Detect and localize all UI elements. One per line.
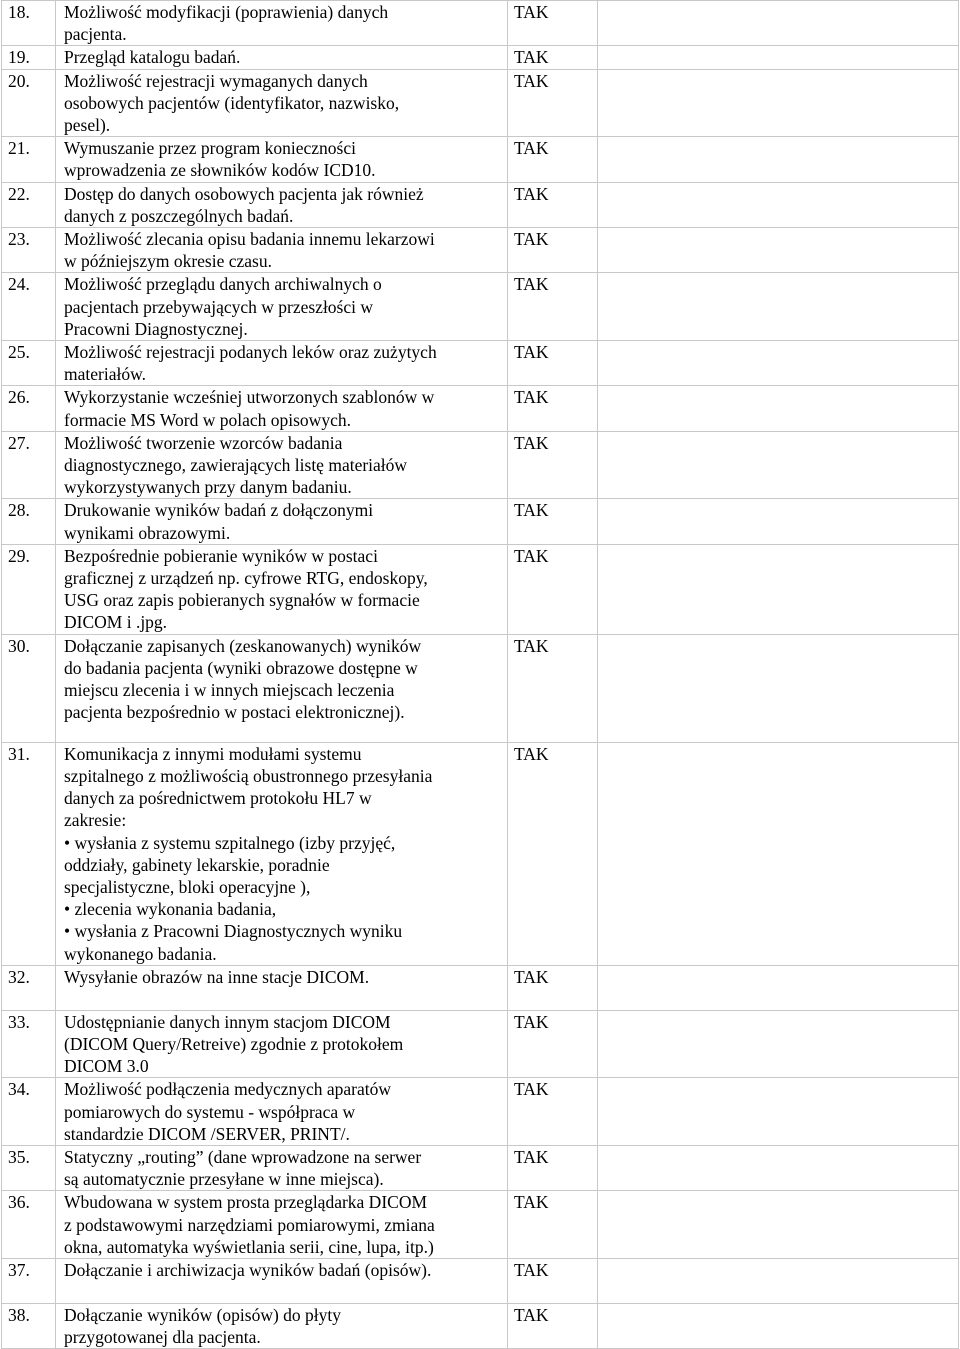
row-empty-cell (598, 273, 959, 341)
table-row (2, 499, 959, 544)
row-number: 22. (2, 182, 56, 227)
row-value: TAK (508, 634, 598, 742)
row-value: TAK (508, 431, 598, 499)
row-number: 29. (2, 544, 56, 634)
table-row (2, 1, 959, 46)
row-empty-cell (598, 1010, 959, 1078)
row-value: TAK (508, 386, 598, 431)
description-line: pacjenta. (64, 24, 127, 45)
description-line: okna, automatyka wyświetlania serii, cine, lupa, itp.) (64, 1236, 434, 1257)
table-row (2, 46, 959, 69)
description-line: Możliwość tworzenie wzorców badania (64, 432, 343, 453)
row-value: TAK (508, 544, 598, 634)
description-line: graficznej z urządzeń np. cyfrowe RTG, endoskopy, (64, 568, 428, 589)
row-empty-cell (598, 386, 959, 431)
row-description (56, 228, 508, 273)
row-empty-cell (598, 1, 959, 46)
row-number: 37. (2, 1258, 56, 1303)
description-line: Możliwość podłączenia medycznych aparatów (64, 1079, 392, 1100)
row-value: TAK (508, 1258, 598, 1303)
table-row (2, 386, 959, 431)
row-description (56, 965, 508, 1010)
row-number: 33. (2, 1010, 56, 1078)
row-number: 38. (2, 1303, 56, 1348)
row-value: TAK (508, 228, 598, 273)
table-row (2, 1078, 959, 1146)
description-line: Wykorzystanie wcześniej utworzonych szablonów w (64, 387, 435, 408)
table-row (2, 1258, 959, 1303)
table-row (2, 431, 959, 499)
row-number: 21. (2, 137, 56, 182)
row-description (56, 46, 508, 69)
table-row (2, 742, 959, 965)
description-line: pacjentach przebywających w przeszłości w (64, 296, 374, 317)
row-value: TAK (508, 1303, 598, 1348)
row-number: 30. (2, 634, 56, 742)
description-line: z podstawowymi narzędziami pomiarowymi, zmiana (64, 1214, 435, 1235)
row-description (56, 137, 508, 182)
row-description (56, 634, 508, 742)
description-line: Komunikacja z innymi modułami systemu (64, 743, 362, 764)
row-description (56, 1191, 508, 1259)
row-empty-cell (598, 544, 959, 634)
table-row (2, 634, 959, 742)
description-line: wprowadzenia ze słowników kodów ICD10. (64, 160, 376, 181)
row-description (56, 273, 508, 341)
row-value: TAK (508, 742, 598, 965)
row-empty-cell (598, 1303, 959, 1348)
row-value: TAK (508, 965, 598, 1010)
table-row (2, 341, 959, 386)
description-line: Bezpośrednie pobieranie wyników w postaci (64, 545, 378, 566)
table-row (2, 1010, 959, 1078)
row-value: TAK (508, 499, 598, 544)
row-description (56, 386, 508, 431)
table-row (2, 544, 959, 634)
description-line: Wymuszanie przez program konieczności (64, 138, 356, 159)
description-line: Dołączanie wyników (opisów) do płyty (64, 1304, 342, 1325)
row-description (56, 1303, 508, 1348)
table-row (2, 1191, 959, 1259)
row-value: TAK (508, 273, 598, 341)
row-empty-cell (598, 634, 959, 742)
row-description (56, 1078, 508, 1146)
row-description (56, 341, 508, 386)
description-line: Drukowanie wyników badań z dołączonymi (64, 500, 374, 521)
description-line: • zlecenia wykonania badania, (64, 899, 277, 920)
row-value: TAK (508, 137, 598, 182)
description-line: standardzie DICOM /SERVER, PRINT/. (64, 1123, 350, 1144)
row-description (56, 1, 508, 46)
row-number: 18. (2, 1, 56, 46)
row-number: 26. (2, 386, 56, 431)
description-line: są automatycznie przesyłane w inne miejsca). (64, 1169, 384, 1190)
description-line: Dostęp do danych osobowych pacjenta jak również (64, 183, 424, 204)
row-description (56, 742, 508, 965)
description-line: specjalistyczne, bloki operacyjne ), (64, 876, 311, 897)
row-number: 27. (2, 431, 56, 499)
row-value: TAK (508, 46, 598, 69)
description-line: pacjenta bezpośrednio w postaci elektronicznej). (64, 702, 405, 723)
description-line: wykorzystywanych przy danym badaniu. (64, 477, 352, 498)
description-line: oddziały, gabinety lekarskie, poradnie (64, 854, 330, 875)
description-line: (DICOM Query/Retreive) zgodnie z protokołem (64, 1033, 404, 1054)
description-line: Możliwość rejestracji podanych leków oraz zużytych (64, 342, 437, 363)
row-description (56, 544, 508, 634)
row-value: TAK (508, 1, 598, 46)
row-empty-cell (598, 69, 959, 137)
row-value: TAK (508, 1191, 598, 1259)
description-line: przygotowanej dla pacjenta. (64, 1327, 261, 1348)
row-description (56, 182, 508, 227)
description-line: zakresie: (64, 810, 127, 831)
description-line: Wbudowana w system prosta przeglądarka DICOM (64, 1192, 428, 1213)
row-number: 20. (2, 69, 56, 137)
row-empty-cell (598, 1145, 959, 1190)
description-line: danych z poszczególnych badań. (64, 205, 294, 226)
row-empty-cell (598, 742, 959, 965)
row-empty-cell (598, 1191, 959, 1259)
description-line: Statyczny „routing” (dane wprowadzone na serwer (64, 1146, 422, 1167)
row-description (56, 69, 508, 137)
description-line: Możliwość przeglądu danych archiwalnych o (64, 274, 382, 295)
description-line: formacie MS Word w polach opisowych. (64, 409, 351, 430)
row-number: 28. (2, 499, 56, 544)
table-row (2, 228, 959, 273)
row-description (56, 1010, 508, 1078)
row-value: TAK (508, 1145, 598, 1190)
description-line: DICOM i .jpg. (64, 612, 168, 633)
table-row (2, 69, 959, 137)
description-line: pesel). (64, 115, 111, 136)
row-number: 34. (2, 1078, 56, 1146)
row-number: 25. (2, 341, 56, 386)
row-empty-cell (598, 1258, 959, 1303)
row-empty-cell (598, 965, 959, 1010)
row-empty-cell (598, 46, 959, 69)
description-line: do badania pacjenta (wyniki obrazowe dostępne w (64, 657, 418, 678)
row-number: 31. (2, 742, 56, 965)
description-line: Wysyłanie obrazów na inne stacje DICOM. (64, 966, 370, 987)
description-line: • wysłania z systemu szpitalnego (izby przyjęć, (64, 832, 396, 853)
row-value: TAK (508, 1078, 598, 1146)
description-line: osobowych pacjentów (identyfikator, nazwisko, (64, 92, 400, 113)
description-line: USG oraz zapis pobieranych sygnałów w formacie (64, 590, 420, 611)
row-empty-cell (598, 182, 959, 227)
description-line: Możliwość rejestracji wymaganych danych (64, 70, 368, 91)
row-number: 19. (2, 46, 56, 69)
description-line: Przegląd katalogu badań. (64, 47, 241, 68)
description-line: Udostępnianie danych innym stacjom DICOM (64, 1011, 391, 1032)
row-description (56, 499, 508, 544)
row-number: 35. (2, 1145, 56, 1190)
description-line: Dołączanie zapisanych (zeskanowanych) wyników (64, 635, 422, 656)
description-line: pomiarowych do systemu - współpraca w (64, 1101, 356, 1122)
row-empty-cell (598, 137, 959, 182)
row-value: TAK (508, 1010, 598, 1078)
row-number: 24. (2, 273, 56, 341)
row-empty-cell (598, 1078, 959, 1146)
description-line: wykonanego badania. (64, 943, 217, 964)
table-row (2, 182, 959, 227)
row-description (56, 431, 508, 499)
row-empty-cell (598, 228, 959, 273)
description-line: • wysłania z Pracowni Diagnostycznych wyniku (64, 921, 403, 942)
description-line: w późniejszym okresie czasu. (64, 251, 272, 272)
row-number: 23. (2, 228, 56, 273)
description-line: Możliwość zlecania opisu badania innemu lekarzowi (64, 229, 435, 250)
table-row (2, 1145, 959, 1190)
requirements-table-body (2, 1, 959, 1349)
table-row (2, 965, 959, 1010)
description-line: szpitalnego z możliwością obustronnego przesyłania (64, 765, 433, 786)
table-row (2, 273, 959, 341)
row-empty-cell (598, 499, 959, 544)
row-value: TAK (508, 69, 598, 137)
description-line: wynikami obrazowymi. (64, 522, 231, 543)
table-row (2, 137, 959, 182)
row-number: 32. (2, 965, 56, 1010)
description-line: danych za pośrednictwem protokołu HL7 w (64, 788, 372, 809)
description-line: Dołączanie i archiwizacja wyników badań (opisów). (64, 1259, 432, 1280)
row-value: TAK (508, 341, 598, 386)
row-number: 36. (2, 1191, 56, 1259)
description-line: miejscu zlecenia i w innych miejscach leczenia (64, 680, 395, 701)
description-line: diagnostycznego, zawierających listę materiałów (64, 455, 408, 476)
row-description (56, 1258, 508, 1303)
table-row (2, 1303, 959, 1348)
row-value: TAK (508, 182, 598, 227)
description-line: DICOM 3.0 (64, 1056, 149, 1077)
description-line: Możliwość modyfikacji (poprawienia) danych (64, 2, 389, 22)
row-empty-cell (598, 341, 959, 386)
row-empty-cell (598, 431, 959, 499)
requirements-table (1, 0, 959, 1349)
description-line: Pracowni Diagnostycznej. (64, 318, 248, 339)
description-line: materiałów. (64, 364, 146, 385)
row-description (56, 1145, 508, 1190)
